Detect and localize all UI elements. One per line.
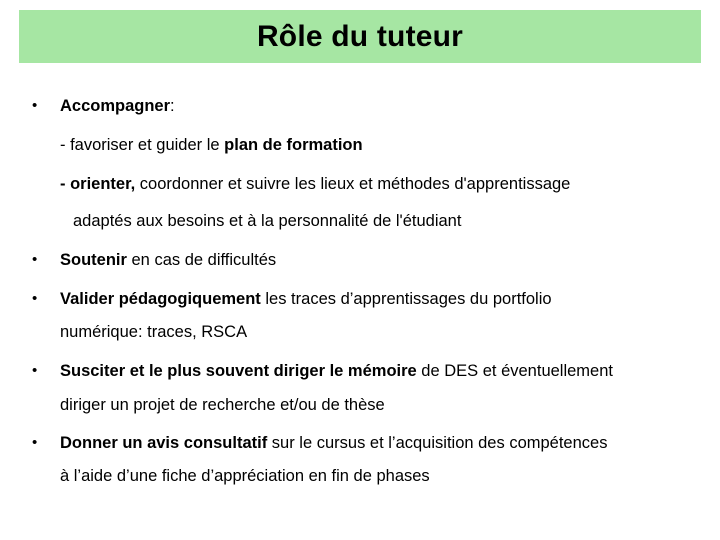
subitem-orienter-continued: adaptés aux besoins et à la personnalité de l'étudiant (73, 212, 462, 230)
subitem-text: coordonner et suivre les lieux et méthodes d'apprentissage (135, 175, 571, 193)
item-keyword: Accompagner (60, 97, 171, 115)
item-soutenir (60, 250, 276, 270)
bullet-icon: • (32, 290, 38, 307)
subitem-keyword: plan de formation (224, 136, 363, 154)
item-susciter-continued: diriger un projet de recherche et/ou de thèse (60, 396, 385, 414)
bullet-icon: • (32, 97, 38, 114)
bullet-icon: • (32, 362, 38, 379)
item-valider (60, 289, 552, 309)
item-donner-avis-continued: à l’aide d’une fiche d’appréciation en fin de phases (60, 467, 430, 485)
item-valider-continued: numérique: traces, RSCA (60, 323, 248, 341)
subitem-text: - favoriser et guider le (60, 136, 225, 154)
bullet-icon: • (32, 434, 38, 451)
item-donner-avis (60, 433, 607, 453)
subitem-keyword: - orienter, (60, 175, 136, 193)
item-keyword: Donner un avis consultatif (60, 434, 268, 452)
bullet-icon: • (32, 251, 38, 268)
item-text: de DES et éventuellement (416, 362, 613, 380)
subitem-orienter (60, 174, 570, 194)
slide-title: Rôle du tuteur (256, 19, 464, 53)
item-text: les traces d’apprentissages du portfolio (260, 290, 552, 308)
item-text: sur le cursus et l’acquisition des compétences (267, 434, 608, 452)
item-keyword: Susciter et le plus souvent diriger le mémoire (60, 362, 417, 380)
item-keyword: Soutenir (60, 251, 127, 269)
subitem-plan-formation (60, 135, 363, 155)
item-accompagner (60, 96, 175, 116)
item-text: en cas de difficultés (126, 251, 277, 269)
item-text: : (170, 97, 175, 115)
item-keyword: Valider pédagogiquement (60, 290, 261, 308)
item-susciter (60, 361, 613, 381)
